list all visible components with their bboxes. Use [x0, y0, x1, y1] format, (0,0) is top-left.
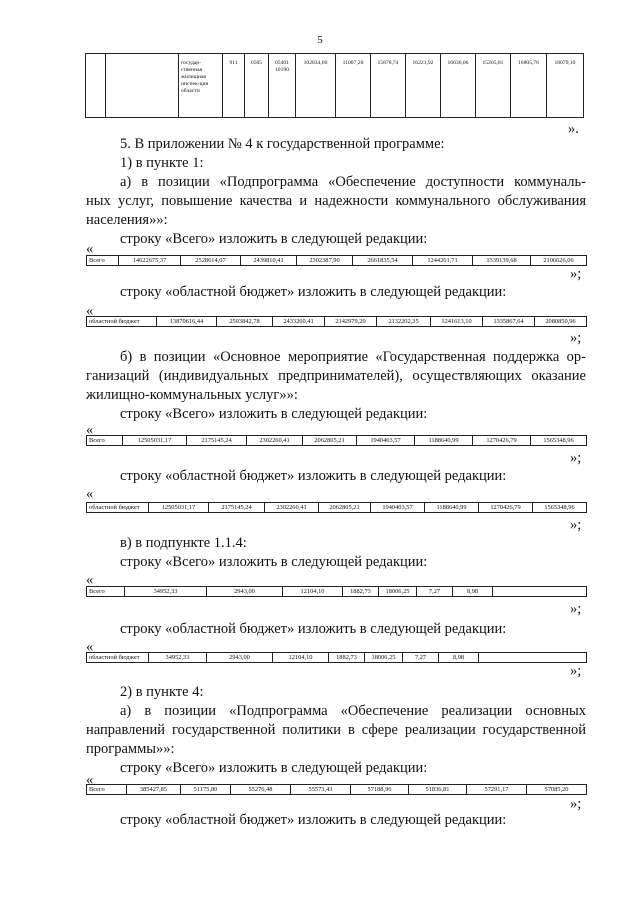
phrase-vsego: строку «Всего» изложить в следующей редакции: — [120, 231, 428, 247]
phrase-oblast: строку «областной бюджет» изложить в следующей редакции: — [120, 284, 507, 300]
table-cell: 1244261,71 — [413, 256, 473, 266]
table-cell: 2062805,21 — [303, 436, 357, 446]
table-cell: 8,98 — [439, 653, 479, 663]
table-cell: 2302387,90 — [297, 256, 353, 266]
table-cell: 2439810,41 — [241, 256, 297, 266]
table-cell: 2080850,96 — [535, 317, 587, 327]
phrase-vsego: строку «Всего» изложить в следующей редакции: — [120, 760, 428, 776]
table-cell: 1241613,10 — [431, 317, 483, 327]
table-cell: 8,98 — [453, 587, 493, 597]
close-quote: »; — [570, 796, 582, 812]
para-v: в) в подпункте 1.1.4: — [120, 535, 247, 551]
table-cell: 57085,20 — [527, 785, 587, 795]
table-cell: 12104,10 — [283, 587, 343, 597]
table-cell: 16221,92 — [406, 54, 441, 118]
page-number: 5 — [317, 34, 323, 46]
table-cell: 2433260,41 — [273, 317, 325, 327]
table-cell: 18006,25 — [365, 653, 403, 663]
table-cell: 51175,80 — [181, 785, 231, 795]
para-a-line2: ных услуг, повышение качества и надежности коммунального обслуживания — [86, 193, 586, 209]
table-cell: 2503842,78 — [217, 317, 273, 327]
para-a2-line2: направлений государственной политики в сфере реализации государственной — [86, 722, 586, 738]
table-cell: Всего — [87, 587, 125, 597]
table-cell: 18079,10 — [547, 54, 584, 118]
table-cell: 2132202,35 — [377, 317, 431, 327]
top-table — [85, 53, 584, 118]
table-row — [87, 587, 587, 597]
para-a2-line3: программы»»: — [86, 741, 175, 757]
table-row — [87, 503, 587, 513]
table-cell: 1940403,57 — [371, 503, 425, 513]
table-cell — [493, 587, 587, 597]
table-cell: 1940403,57 — [357, 436, 415, 446]
row-table-4 — [86, 502, 587, 513]
table-cell: 51836,81 — [409, 785, 467, 795]
table-cell — [106, 54, 179, 118]
open-quote: « — [86, 486, 94, 502]
table-cell: 102834,60 — [296, 54, 336, 118]
table-cell: 1565348,96 — [533, 503, 587, 513]
table-cell: 55276,48 — [231, 785, 291, 795]
table-row — [87, 256, 587, 266]
table-cell: 1565348,96 — [531, 436, 587, 446]
table-cell: 16636,06 — [441, 54, 476, 118]
item-1: 1) в пункте 1: — [120, 155, 204, 171]
table-cell — [479, 653, 587, 663]
table-cell: 2175145,24 — [209, 503, 265, 513]
para-b-line3: жилищно-коммунальных услуг»»: — [86, 387, 298, 403]
table-cell: 16805,76 — [511, 54, 547, 118]
table-row — [87, 653, 587, 663]
table-cell: 1188640,99 — [415, 436, 473, 446]
table-cell: областной бюджет — [87, 317, 157, 327]
row-table-3 — [86, 435, 587, 446]
table-cell: Всего — [87, 436, 123, 446]
table-cell: 57188,96 — [351, 785, 409, 795]
table-cell: 34952,33 — [149, 653, 207, 663]
row-table-1 — [86, 255, 587, 266]
table-cell: Всего — [87, 256, 119, 266]
table-cell: 2943,00 — [207, 587, 283, 597]
table-cell: 1270426,79 — [473, 436, 531, 446]
para-a2-line1: а) в позиции «Подпрограмма «Обеспечение реализации основных — [120, 703, 586, 719]
table-cell: 2302260,41 — [247, 436, 303, 446]
table-cell: 7,27 — [403, 653, 439, 663]
row-table-6 — [86, 652, 587, 663]
table-cell: 14622675,37 — [119, 256, 181, 266]
table-cell: 0505 — [245, 54, 269, 118]
table-cell: 05401 10190 — [269, 54, 296, 118]
table-cell: 13870616,44 — [157, 317, 217, 327]
open-quote: « — [86, 422, 94, 438]
table-cell: 2943,00 — [207, 653, 273, 663]
table-cell: 12505031,17 — [123, 436, 187, 446]
table-cell: 2175145,24 — [187, 436, 247, 446]
table-cell: Всего — [87, 785, 127, 795]
table-cell: 1882,73 — [343, 587, 379, 597]
open-quote: « — [86, 572, 94, 588]
table-cell: 1270426,79 — [479, 503, 533, 513]
table-cell: 385427,85 — [127, 785, 181, 795]
close-quote: »; — [570, 330, 582, 346]
close-quote: »; — [570, 266, 582, 282]
phrase-oblast: строку «областной бюджет» изложить в следующей редакции: — [120, 621, 507, 637]
table-cell: 34952,33 — [125, 587, 207, 597]
table-cell: 1335867,64 — [483, 317, 535, 327]
row-table-5 — [86, 586, 587, 597]
table-cell: 1188640,99 — [425, 503, 479, 513]
item-2: 2) в пункте 4: — [120, 684, 204, 700]
table-cell: областной бюджет — [87, 653, 149, 663]
table-cell: 55573,43 — [291, 785, 351, 795]
open-quote: « — [86, 241, 94, 257]
phrase-vsego: строку «Всего» изложить в следующей редакции: — [120, 406, 428, 422]
close-quote: »; — [570, 450, 582, 466]
para-a-line3: населения»»: — [86, 212, 168, 228]
table-cell: 11007,20 — [336, 54, 371, 118]
row-table-7 — [86, 784, 587, 795]
table-cell: 1339139,68 — [473, 256, 531, 266]
para-b-line1: б) в позиции «Основное мероприятие «Государственная поддержка ор- — [120, 349, 586, 365]
table-row — [87, 785, 587, 795]
table-row — [87, 436, 587, 446]
close-quote: »; — [570, 601, 582, 617]
close-quote: »; — [570, 517, 582, 533]
para-b-line2: ганизаций (индивидуальных предпринимателей), осуществляющих оказание — [86, 368, 586, 384]
table-cell: 911 — [223, 54, 245, 118]
table-cell: 15205,81 — [476, 54, 511, 118]
table-cell: 18006,25 — [379, 587, 417, 597]
table-cell: 57291,17 — [467, 785, 527, 795]
table-cell: 2142979,20 — [325, 317, 377, 327]
phrase-oblast: строку «областной бюджет» изложить в следующей редакции: — [120, 468, 507, 484]
open-quote: « — [86, 639, 94, 655]
table-cell: 12104,10 — [273, 653, 329, 663]
table-cell: 2528614,07 — [181, 256, 241, 266]
row-table-2 — [86, 316, 587, 327]
table-cell: 2302260,41 — [265, 503, 319, 513]
table-cell: 1882,73 — [329, 653, 365, 663]
phrase-oblast: строку «областной бюджет» изложить в следующей редакции: — [120, 812, 507, 828]
table-cell — [86, 54, 106, 118]
table-cell: 7,27 — [417, 587, 453, 597]
phrase-vsego: строку «Всего» изложить в следующей редакции: — [120, 554, 428, 570]
open-quote: « — [86, 772, 94, 788]
close-quote: ». — [568, 121, 579, 137]
close-quote: »; — [570, 663, 582, 679]
table-cell: государ-ственная жилищная инспек-ция области — [179, 54, 223, 118]
section-title: 5. В приложении № 4 к государственной программе: — [120, 136, 445, 152]
table-cell: 2661835,54 — [353, 256, 413, 266]
table-row — [86, 54, 584, 118]
table-row — [87, 317, 587, 327]
table-cell: 15878,74 — [371, 54, 406, 118]
open-quote: « — [86, 303, 94, 319]
table-cell: 2062805,21 — [319, 503, 371, 513]
table-cell: областной бюджет — [87, 503, 149, 513]
table-cell: 2106626,06 — [531, 256, 587, 266]
table-cell: 12505031,17 — [149, 503, 209, 513]
para-a-line1: а) в позиции «Подпрограмма «Обеспечение доступности коммуналь- — [120, 174, 586, 190]
